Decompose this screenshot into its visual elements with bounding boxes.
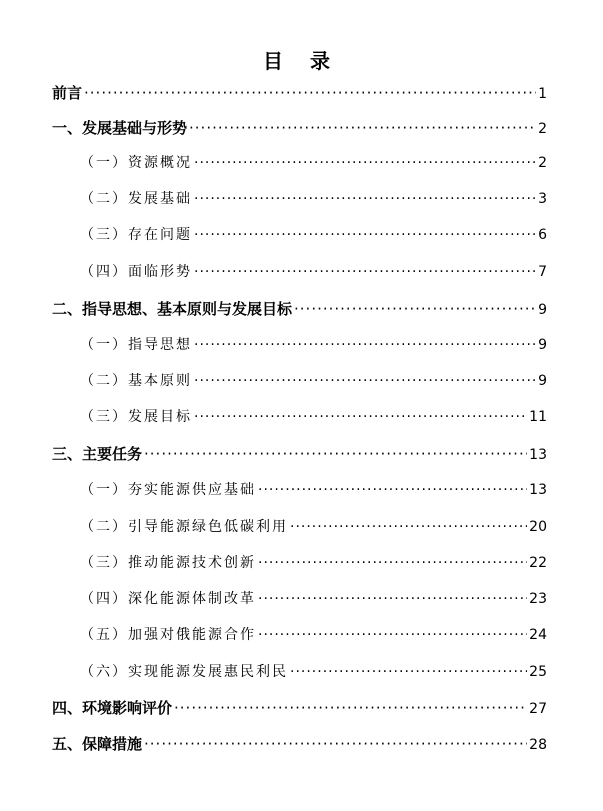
toc-entry-label: 四、环境影响评价 [52, 699, 173, 717]
toc-entry-label: （一）指导思想 [80, 337, 192, 353]
toc-entry-label: （六）实现能源发展惠民利民 [80, 664, 288, 680]
toc-entry[interactable] [80, 479, 547, 501]
toc-page-number: 9 [538, 302, 547, 318]
dot-leader [258, 552, 527, 574]
toc-page-number: 11 [529, 409, 547, 425]
toc-entry[interactable] [80, 261, 547, 283]
toc-entry-label: （二）引导能源绿色低碳利用 [80, 519, 288, 535]
toc-entry-label: 前言 [52, 84, 83, 102]
toc-entry-label: （五）加强对俄能源合作 [80, 627, 256, 643]
toc-entry[interactable] [80, 224, 547, 246]
toc-entry[interactable] [80, 588, 547, 610]
toc-entry-label: （三）存在问题 [80, 227, 192, 243]
toc-entry[interactable] [80, 406, 547, 428]
toc-entry-label: （四）面临形势 [80, 264, 192, 280]
dot-leader [144, 733, 527, 755]
toc-entry-label: （一）夯实能源供应基础 [80, 482, 256, 498]
toc-entry[interactable] [52, 298, 547, 320]
dot-leader [194, 188, 536, 210]
toc-page-number: 13 [529, 447, 547, 463]
dot-leader [144, 443, 527, 465]
toc-entry-label: 三、主要任务 [52, 445, 143, 463]
toc-entry[interactable] [52, 82, 547, 104]
toc-page-number: 23 [529, 591, 547, 607]
dot-leader [194, 334, 536, 356]
toc-entry-label: 二、指导思想、基本原则与发展目标 [52, 300, 293, 318]
dot-leader [290, 661, 527, 683]
dot-leader [194, 406, 527, 428]
toc-entry[interactable] [52, 697, 547, 719]
toc-entry-label: 一、发展基础与形势 [52, 119, 188, 137]
toc-entry[interactable] [80, 552, 547, 574]
dot-leader [294, 298, 536, 320]
toc-entry-label: 五、保障措施 [52, 735, 143, 753]
toc-page-number: 20 [529, 519, 547, 535]
toc-entry[interactable] [80, 188, 547, 210]
toc-entry[interactable] [52, 733, 547, 755]
dot-leader [174, 697, 527, 719]
dot-leader [194, 370, 536, 392]
toc-entry[interactable] [80, 152, 547, 174]
toc-page-number: 9 [538, 337, 547, 353]
toc-page-number: 25 [529, 664, 547, 680]
toc-page-number: 7 [538, 264, 547, 280]
dot-leader [258, 479, 527, 501]
toc-entry-label: （三）发展目标 [80, 409, 192, 425]
toc-page-number: 13 [529, 482, 547, 498]
toc-page-number: 6 [538, 227, 547, 243]
toc-entry[interactable] [80, 624, 547, 646]
toc-page-number: 2 [538, 155, 547, 171]
dot-leader [189, 117, 536, 139]
toc-entry[interactable] [80, 370, 547, 392]
toc-entry-label: （三）推动能源技术创新 [80, 555, 256, 571]
dot-leader [194, 152, 536, 174]
toc-page-number: 27 [529, 701, 547, 717]
toc-entry-label: （四）深化能源体制改革 [80, 591, 256, 607]
toc-entry[interactable] [80, 516, 547, 538]
toc-entry-label: （二）基本原则 [80, 373, 192, 389]
toc-entry-label: （二）发展基础 [80, 191, 192, 207]
dot-leader [194, 261, 536, 283]
toc-page-number: 22 [529, 555, 547, 571]
dot-leader [84, 82, 536, 104]
toc-page-number: 28 [529, 737, 547, 753]
toc-page-number: 1 [538, 86, 547, 102]
dot-leader [290, 516, 527, 538]
toc-entry[interactable] [80, 661, 547, 683]
dot-leader [194, 224, 536, 246]
toc-page-number: 3 [538, 191, 547, 207]
toc-page-number: 24 [529, 627, 547, 643]
toc-entry[interactable] [52, 117, 547, 139]
toc-entry[interactable] [52, 443, 547, 465]
toc-entry-label: （一）资源概况 [80, 155, 192, 171]
dot-leader [258, 588, 527, 610]
toc-page-number: 9 [538, 373, 547, 389]
toc-page-number: 2 [538, 121, 547, 137]
page-title: 目 录 [263, 49, 340, 74]
toc-entry[interactable] [80, 334, 547, 356]
dot-leader [258, 624, 527, 646]
